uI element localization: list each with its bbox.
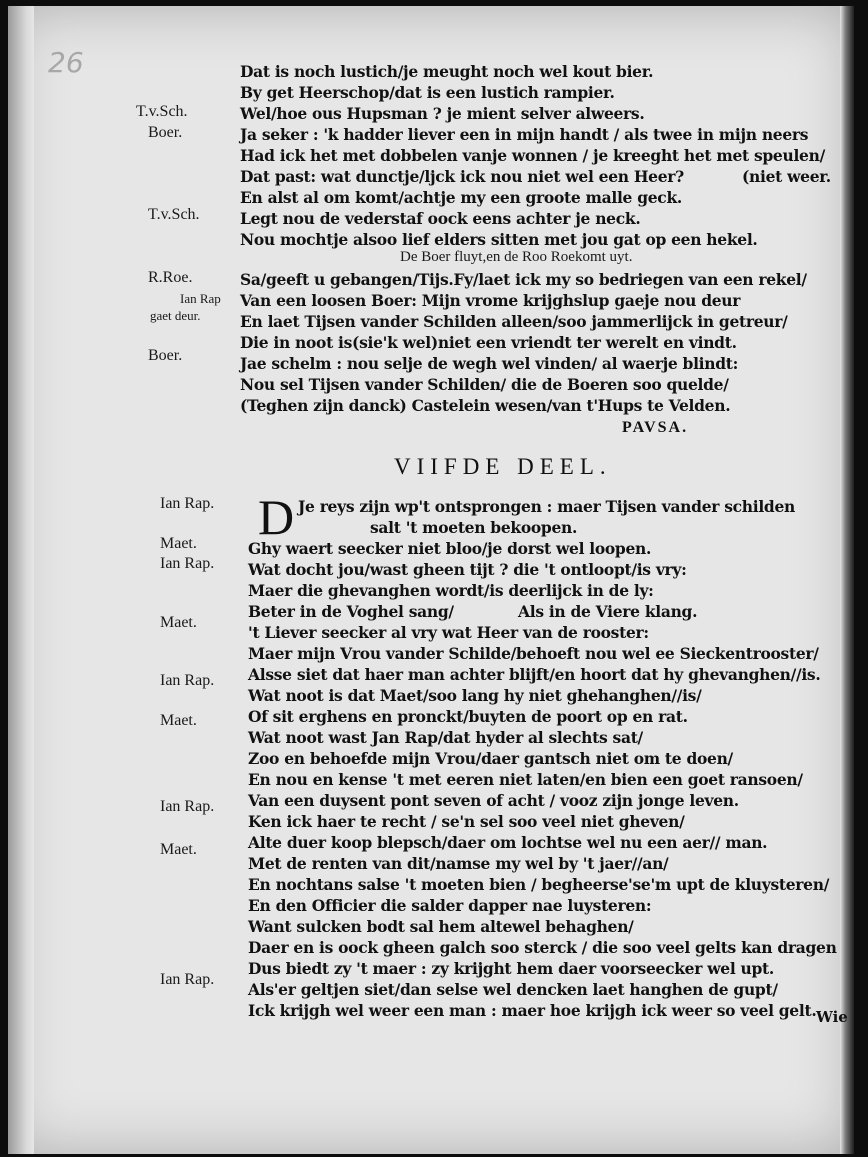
verse-line: 't Liever seecker al vry wat Heer van de rooster:: [248, 623, 649, 642]
verse-line: Ja seker : 'k hadder liever een in mijn handt / als twee in mijn neers: [240, 125, 809, 144]
verse-line: Alsse siet dat haer man achter blijft/en hoort dat hy ghevanghen//is.: [248, 665, 821, 684]
speaker-label: Boer.: [148, 347, 183, 364]
verse-line: Nou mochtje alsoo lief elders sitten met jou gat op een hekel.: [240, 230, 758, 249]
verse-line: Je reys zijn wp't ontsprongen : maer Tijsen vander schilden: [298, 497, 795, 516]
speaker-label: Maet.: [160, 712, 197, 729]
page-number: 26: [48, 46, 84, 79]
verse-line: En den Officier die salder dapper nae luysteren:: [248, 896, 652, 915]
verse-line: Ken ick haer te recht / se'n sel soo veel niet gheven/: [248, 812, 685, 831]
verse-line: By get Heerschop/dat is een lustich rampier.: [240, 83, 615, 102]
speaker-label: Ian Rap.: [160, 495, 215, 512]
speaker-label: Maet.: [160, 841, 197, 858]
verse-line: Wat docht jou/wast gheen tijt ? die 't ontloopt/is vry:: [248, 560, 687, 579]
verse-line: Als in de Viere klang.: [518, 602, 698, 621]
speaker-label: Boer.: [148, 124, 183, 141]
speaker-label: Ian Rap.: [160, 971, 215, 988]
verse-line: Nou sel Tijsen vander Schilden/ die de Boeren soo quelde/: [240, 375, 729, 394]
pausa-marker: PAVSA.: [622, 419, 689, 436]
verse-line: Zoo en behoefde mijn Vrou/daer gantsch niet om te doen/: [248, 749, 733, 768]
verse-line: Van een loosen Boer: Mijn vrome krijghslup gaeje nou deur: [240, 291, 741, 310]
speaker-label: Maet.: [160, 535, 197, 552]
book-page: [8, 6, 854, 1154]
verse-line: (Teghen zijn danck) Castelein wesen/van t'Hups te Velden.: [240, 396, 731, 415]
stage-direction: De Boer fluyt,en de Roo Roekomt uyt.: [400, 249, 633, 265]
verse-line-turnover: (niet weer.: [742, 167, 831, 186]
verse-line: Dat past: wat dunctje/ljck ick nou niet wel een Heer?: [240, 167, 684, 186]
verse-line: Van een duysent pont seven of acht / vooz zijn jonge leven.: [248, 791, 739, 810]
verse-line: Jae schelm : nou selje de wegh wel vinden/ al waerje blindt:: [240, 354, 739, 373]
verse-line: Dat is noch lustich/je meught noch wel kout bier.: [240, 62, 654, 81]
section-heading: VIIFDE DEEL.: [394, 454, 612, 479]
verse-line: Maer mijn Vrou vander Schilde/behoeft nou wel ee Sieckentrooster/: [248, 644, 819, 663]
verse-line: Dus biedt zy 't maer : zy krijght hem daer voorseecker wel upt.: [248, 959, 774, 978]
speaker-label: gaet deur.: [150, 308, 201, 323]
verse-line: Had ick het met dobbelen vanje wonnen / je kreeght het met speulen/: [240, 146, 825, 165]
page-edge-shadow: [840, 6, 854, 1154]
verse-line: Met de renten van dit/namse my wel by 't jaer//an/: [248, 854, 669, 873]
catchword: Wie: [816, 1008, 848, 1026]
speaker-label: T.v.Sch.: [148, 206, 200, 223]
speaker-label: Maet.: [160, 614, 197, 631]
verse-line: En alst al om komt/achtje my een groote malle geck.: [240, 188, 682, 207]
drop-capital: D: [258, 489, 295, 545]
verse-line: Ghy waert seecker niet bloo/je dorst wel loopen.: [248, 539, 652, 558]
verse-line: Legt nou de vederstaf oock eens achter je neck.: [240, 209, 641, 228]
verse-line: En nou en kense 't met eeren niet laten/en bien een goet ransoen/: [248, 770, 803, 789]
verse-line: Sa/geeft u gebangen/Tijs.Fy/laet ick my so bedriegen van een rekel/: [240, 270, 807, 289]
speaker-label: Ian Rap: [180, 291, 221, 306]
page-gutter: [8, 6, 34, 1154]
verse-line: Die in noot is(sie'k wel)niet een vriendt ter werelt en vindt.: [240, 333, 737, 352]
verse-line: Ick krijgh wel weer een man : maer hoe krijgh ick weer so veel gelt.: [248, 1001, 817, 1020]
speaker-label: Ian Rap.: [160, 555, 215, 572]
verse-line: En nochtans salse 't moeten bien / begheerse'se'm upt de kluysteren/: [248, 875, 830, 894]
verse-line: En laet Tijsen vander Schilden alleen/soo jammerlijck in getreur/: [240, 312, 788, 331]
verse-line: Alte duer koop blepsch/daer om lochtse wel nu een aer// man.: [248, 833, 768, 852]
verse-line: Wat noot wast Jan Rap/dat hyder al slechts sat/: [248, 728, 643, 747]
verse-line: Of sit erghens en pronckt/buyten de poort op en rat.: [248, 707, 688, 726]
speaker-label: Ian Rap.: [160, 798, 215, 815]
speaker-label: R.Roe.: [148, 269, 193, 286]
verse-line: salt 't moeten bekoopen.: [370, 518, 578, 537]
speaker-label: T.v.Sch.: [136, 103, 188, 120]
verse-line: Maer die ghevanghen wordt/is deerlijck in de ly:: [248, 581, 654, 600]
verse-line: Als'er geltjen siet/dan selse wel dencken laet hanghen de gupt/: [248, 980, 778, 999]
speaker-label: Ian Rap.: [160, 672, 215, 689]
verse-line: Wel/hoe ous Hupsman ? je mient selver alweers.: [240, 104, 645, 123]
verse-line: Wat noot is dat Maet/soo lang hy niet ghehanghen//is/: [248, 686, 702, 705]
verse-line: Beter in de Voghel sang/: [248, 602, 454, 621]
verse-line: Want sulcken bodt sal hem altewel behaghen/: [248, 917, 634, 936]
verse-line: Daer en is oock gheen galch soo sterck / die soo veel gelts kan dragen: [248, 938, 837, 957]
